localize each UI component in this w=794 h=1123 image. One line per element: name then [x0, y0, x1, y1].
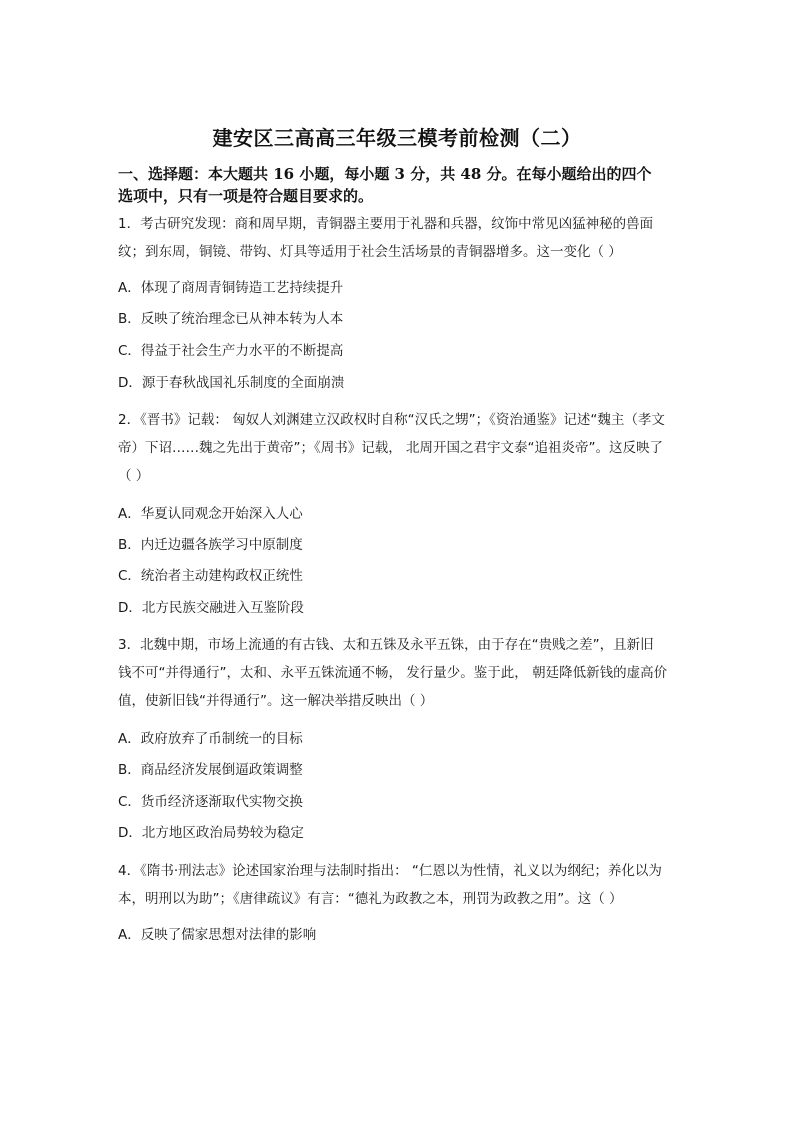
question-2-option-a: A．华夏认同观念开始深入人心	[118, 506, 303, 522]
question-line: 纹；到东周，铜镜、带钩、灯具等适用于社会生活场景的青铜器增多。这一变化（ ）	[118, 244, 622, 260]
question-line: 1．考古研究发现：商和周早期，青铜器主要用于礼器和兵器，纹饰中常见凶猛神秘的兽面	[118, 216, 654, 232]
question-line: （ ）	[118, 468, 150, 484]
question-line: 钱不可“并得通行”，太和、永平五铢流通不畅， 发行量少。鉴于此， 朝廷降低新钱的虚高价	[118, 665, 668, 681]
question-3-option-d: D．北方地区政治局势较为稳定	[118, 825, 304, 841]
question-line: 值，使新旧钱“并得通行”。这一解决举措反映出（ ）	[118, 693, 434, 709]
question-1-option-d: D．源于春秋战国礼乐制度的全面崩溃	[118, 375, 345, 391]
section-heading-line: 一、选择题：本大题共 16 小题，每小题 3 分，共 48 分。在每小题给出的四个	[118, 165, 652, 183]
question-2-option-b: B．内迁边疆各族学习中原制度	[118, 537, 303, 553]
question-2-option-d: D．北方民族交融进入互鉴阶段	[118, 600, 304, 616]
question-line: 本，明刑以为助”；《唐律疏议》有言：“德礼为政教之本，刑罚为政教之用”。这（ ）	[118, 891, 623, 907]
question-2-stem	[118, 406, 678, 490]
question-4-stem	[118, 857, 678, 913]
page-title: 建安区三高高三年级三模考前检测（二）	[212, 126, 582, 150]
question-3-option-c: C．货币经济逐渐取代实物交换	[118, 794, 303, 810]
question-1-option-a: A．体现了商周青铜铸造工艺持续提升	[118, 280, 344, 296]
question-line: 4．《隋书·刑法志》论述国家治理与法制时指出： “仁恩以为性情，礼义以为纲纪；养化以为	[118, 863, 662, 879]
question-2-option-c: C．统治者主动建构政权正统性	[118, 568, 303, 584]
question-3-option-b: B．商品经济发展倒逼政策调整	[118, 762, 303, 778]
question-3-stem	[118, 631, 678, 715]
question-1-option-b: B．反映了统治理念已从神本转为人本	[118, 311, 344, 327]
section-heading	[118, 163, 678, 207]
question-1-stem	[118, 210, 678, 266]
question-line: 2．《晋书》记载： 匈奴人刘渊建立汉政权时自称“汉氏之甥”；《资治通鉴》记述“魏主（孝文	[118, 412, 665, 428]
question-line: 3．北魏中期，市场上流通的有古钱、太和五铢及永平五铢，由于存在“贵贱之差”，且新旧	[118, 637, 654, 653]
question-3-option-a: A．政府放弃了币制统一的目标	[118, 731, 303, 747]
section-heading-line: 选项中，只有一项是符合题目要求的。	[118, 187, 374, 205]
question-line: 帝）下诏……魏之先出于黄帝”；《周书》记载， 北周开国之君宇文泰“追祖炎帝”。这反映了	[118, 440, 664, 456]
question-4-option-a: A．反映了儒家思想对法律的影响	[118, 927, 317, 943]
question-1-option-c: C．得益于社会生产力水平的不断提高	[118, 343, 344, 359]
